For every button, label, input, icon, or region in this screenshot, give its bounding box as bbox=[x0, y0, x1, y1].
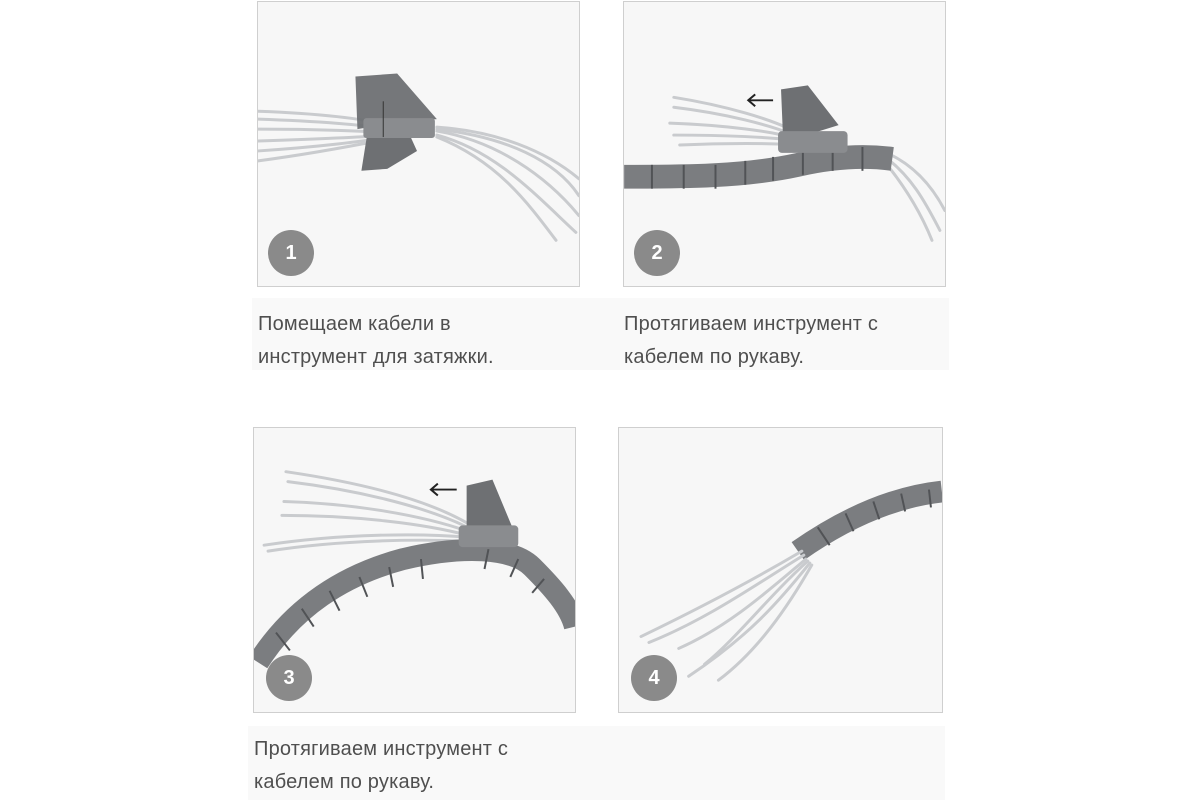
step-4-image bbox=[618, 427, 943, 713]
arrow-left-icon bbox=[748, 94, 773, 106]
step-3-image bbox=[253, 427, 576, 713]
caption-line: кабелем по рукаву. bbox=[624, 346, 805, 368]
step-number-badge: 2 bbox=[634, 230, 680, 276]
step-2-caption bbox=[624, 308, 944, 374]
step-number-badge: 1 bbox=[268, 230, 314, 276]
caption-line: кабелем по рукаву. bbox=[254, 771, 435, 793]
caption-line: инструмент для затяжки. bbox=[258, 346, 494, 368]
step-1-caption bbox=[258, 308, 578, 374]
caption-line: Протягиваем инструмент с bbox=[254, 738, 509, 760]
step-3-caption bbox=[254, 733, 574, 799]
arrow-left-icon bbox=[431, 484, 457, 496]
caption-line: Помещаем кабели в bbox=[258, 313, 451, 335]
step-2-image bbox=[623, 1, 946, 287]
caption-line: Протягиваем инструмент с bbox=[624, 313, 879, 335]
step-1-image bbox=[257, 1, 580, 287]
step-number-badge: 4 bbox=[631, 655, 677, 701]
step-number-badge: 3 bbox=[266, 655, 312, 701]
